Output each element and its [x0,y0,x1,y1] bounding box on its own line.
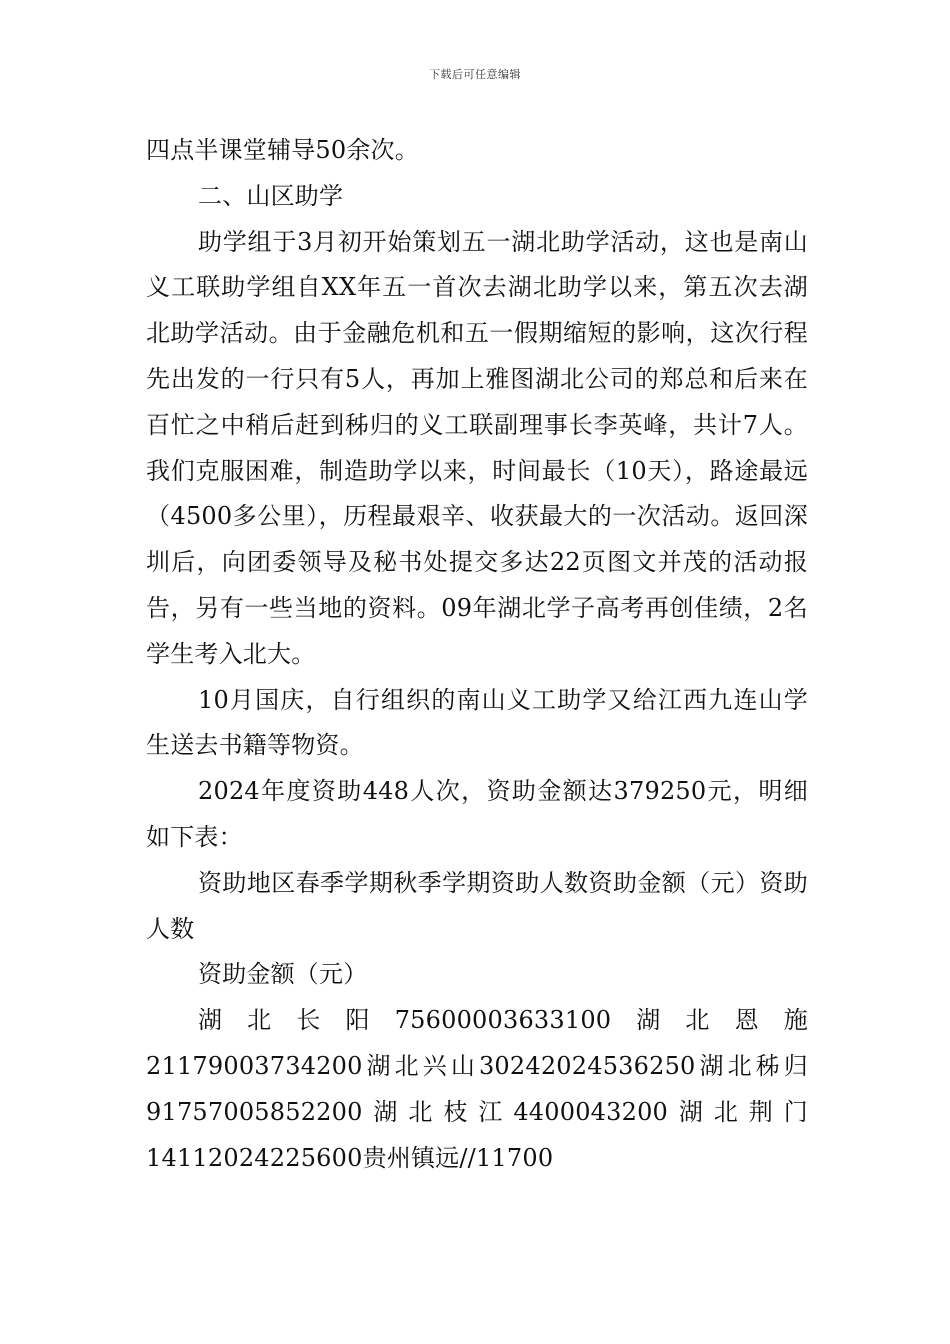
document-body [146,128,808,1181]
section-heading: 二、山区助学 [198,181,344,210]
paragraph-continuation: 四点半课堂辅导50余次。 [146,136,419,164]
paragraph-annual-summary: 2024年度资助448人次，资助金额达379250元，明细如下表： [146,777,808,851]
table-subheader-text: 资助金额（元） [198,960,368,989]
paragraph-hubei-activity: 助学组于3月初开始策划五一湖北助学活动，这也是南山义工联助学组自XX年五一首次去湖北助学以来，第五次去湖北助学活动。由于金融危机和五一假期缩短的影响，这次行程先出发的一行只有5人，再加上雅图湖北公司的郑总和后来在百忙之中稍后赶到秭归的义工联副理事长李英峰，共计7人。我们克服困难，制造助学以来，时间最长（10天），路途最远（4500多公里），历程最艰辛、收获最大的一次活动。返回深圳后，向团委领导及秘书处提交多达22页图文并茂的活动报告，另有一些当地的资料。09年湖北学子高考再创佳绩，2名学生考入北大。 [146,227,808,668]
table-header-text: 资助地区春季学期秋季学期资助人数资助金额（元）资助人数 [146,868,808,943]
page-header: 下载后可任意编辑 [429,68,521,81]
table-data-text: 湖北长阳75600003633100湖北恩施21179003734200湖北兴山30242024536250湖北秭归91757005852200湖北枝江4400043200湖北荆门14112024225600贵州镇远//11700 [146,1006,808,1172]
paragraph-jiangxi: 10月国庆，自行组织的南山义工助学又给江西九连山学生送去书籍等物资。 [146,685,808,760]
